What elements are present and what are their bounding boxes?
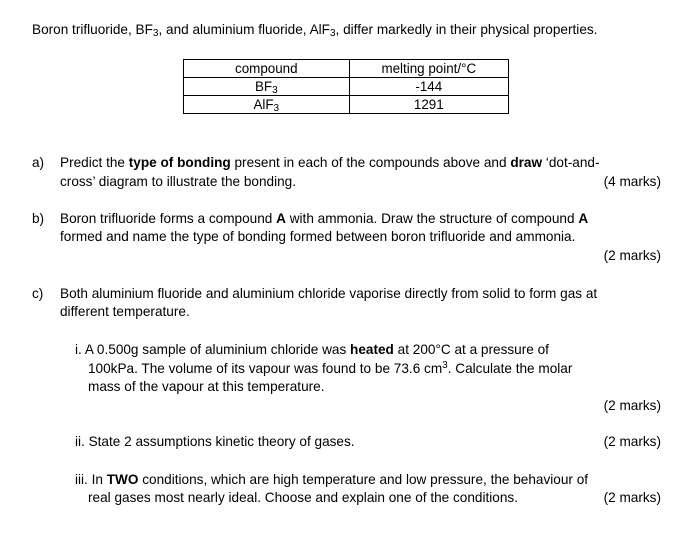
melting-point-table [183,59,509,114]
question-c-iii-line-1: iii. In TWO conditions, which are high temperature and low pressure, the behaviour of [75,472,589,487]
cell-melting-point: -144 [349,78,508,96]
header-melting-point: melting point/°C [349,60,508,78]
question-c-i-line-2: 100kPa. The volume of its vapour was found to be 73.6 $cm^3$. Calculate the molar [88,360,573,376]
question-c-iii-marks: (2 marks) [603,490,661,505]
intro-subscript-2: 3 [329,28,336,39]
question-a-label: a) [32,155,45,170]
question-c-line-2: different temperature. [60,304,190,319]
header-compound: compound [184,60,350,78]
question-c-i-line-3: mass of the vapour at this temperature. [88,379,325,394]
question-c-label: c) [32,286,44,301]
question-c-i-line-1: i. A 0.500g sample of aluminium chloride was heated at 200°C at a pressure of [75,342,549,357]
table-header-row [184,60,509,78]
cell-compound: AlF$_3$ [184,96,350,114]
intro-text-1: Boron trifluoride, BF [32,22,153,37]
question-c-iii-line-2: real gases most nearly ideal. Choose and explain one of the conditions. [88,490,518,505]
question-a-marks: (4 marks) [603,174,661,189]
intro-text-2: , and aluminium fluoride, AlF [158,22,330,37]
question-c-ii-marks: (2 marks) [603,434,661,449]
question-c-i-marks: (2 marks) [603,398,661,413]
question-b-line-2: formed and name the type of bonding formed between boron trifluoride and ammonia. [60,229,576,244]
intro-text-3: , differ markedly in their physical properties. [335,22,598,37]
table-row [184,96,509,114]
cell-melting-point: 1291 [349,96,508,114]
question-b-line-1: Boron trifluoride forms a compound A with ammonia. Draw the structure of compound A [60,211,589,226]
cell-compound: $BF_3$ [184,78,350,96]
question-b-label: b) [32,211,45,226]
question-b-marks: (2 marks) [603,248,661,263]
question-c-ii-text: ii. State 2 assumptions kinetic theory of gases. [75,434,355,449]
question-c-line-1: Both aluminium fluoride and aluminium chloride vaporise directly from solid to form gas at [60,286,598,301]
table-row [184,78,509,96]
question-a-line-1: Predict the type of bonding present in each of the compounds above and draw ‘dot-and- [60,155,600,170]
question-a-line-2: cross’ diagram to illustrate the bonding. [60,174,296,189]
intro-subscript-1: 3 [152,28,159,39]
intro-sentence [32,21,597,39]
